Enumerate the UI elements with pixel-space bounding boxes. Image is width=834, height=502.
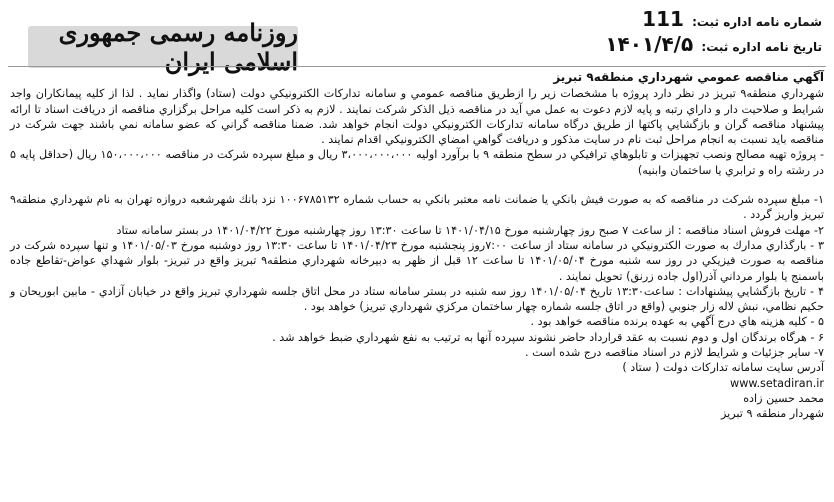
- website-line: [10, 376, 824, 391]
- newspaper-title-banner: [28, 18, 298, 76]
- header-divider: [8, 66, 826, 67]
- registration-number-label: شماره نامه اداره ثبت:: [692, 15, 822, 29]
- notice-intro: شهرداري منطقه۹ تبريز در نظر دارد پروژه با مشخصات زير را ازطريق مناقصه عمومي و سامانه تداركات الكترونيكي دولت (ستاد) واگذار نمايد . لذا از كليه پيمانكاران واجد شرايط و صلاحيت دار و داراي رتبه و پايه لازم دعوت به عمل مي آيد در مناقصه ذيل الذكر شركت نمايند . لازم به ذكر است كليه مراحل برگزاري مناقصه از دريافت اسناد تا ارائه پيشنهاد مناقصه گران و بازگشايي پاكتها از طريق درگاه سامانه تداركات الكترونيكي دولت انجام خواهد شد. ضمنا مناقصه گراني كه عضو سامانه نمي باشند جهت شركت در مناقصه بايد نسبت به انجام مراحل ثبت نام در سايت مذكور و دريافت گواهي امضاي الكترونيكي اقدام نمايند .: [10, 87, 824, 147]
- registration-date-label: تاریخ نامه اداره ثبت:: [701, 40, 822, 54]
- notice-item-3: ۳ - بارگذاري مدارك به صورت الكترونيكي در سامانه ستاد از ساعت ۷:۰۰روز پنجشنبه مورخ ۱۴۰۱/۰۴/۲۳ تا ساعت ۱۳:۳۰ روز دوشنبه مورخ ۱۴۰۱/۰۵/۰۳ و تنها سپرده شركت در مناقصه به صورت فيزيكي در روز سه شنبه مورخ ۱۴۰۱/۰۵/۰۴ تا ساعت ۱۲ قبل از ظهر به دبيرخانه شهرداري منطقه۹ تبريز واقع در تبريز- بلوار شهداي عواض-تقاطع جاده باسمنج يا بلوار مرداني آذر(اول جاده زرنق) تحويل نمايند .: [10, 238, 825, 283]
- notice-item-7: ۷- ساير جزئيات و شرايط لازم در اسناد مناقصه درج شده است .: [524, 346, 824, 360]
- notice-item-4: ۴ - تاريخ بازگشايي پيشنهادات : ساعت۱۳:۳۰ تاريخ ۱۴۰۱/۰۵/۰۴ روز سه شنبه در بستر سامانه ستاد در محل اتاق جلسه شهرداري تبريز واقع در خيابان آزادي - مابين ابوريحان و حكيم نظامي، نبش لاله زار جنوبي (واقع در اتاق جلسه شماره چهار ساختمان مركزي شهرداري تبريز) خواهد بود .: [10, 284, 825, 314]
- paragraph-gap: [10, 178, 824, 192]
- registration-date: ۱۴۰۱/۴/۵: [605, 32, 694, 56]
- registration-number: 111: [642, 7, 684, 31]
- notice-project: - پروژه تهيه مصالح ونصب تجهيزات و تابلوهاي ترافيكي در سطح منطقه ۹ با برآورد اوليه ۳،۰۰۰،۰۰۰،۰۰۰ ريال و مبلغ سپرده شركت در مناقصه ۱۵۰،۰۰۰،۰۰۰ ريال (حداقل پايه ۵ در رشته راه و ترابري يا ساختمان وابنيه): [10, 148, 825, 177]
- notice-body: [10, 70, 824, 498]
- notice-item-6: ۶ - هرگاه برندگان اول و دوم نسبت به عقد قرارداد حاضر نشوند سپرده آنها به ترتيب به نفع شهرداري ضبط خواهد شد .: [272, 330, 824, 344]
- registration-number-row: [605, 8, 822, 33]
- signer-title: شهردار منطقه ۹ تبريز: [720, 407, 824, 421]
- address-label: آدرس سايت سامانه تداركات دولت ( ستاد ): [622, 361, 824, 375]
- registration-meta: [605, 8, 822, 58]
- website-link[interactable]: www.setadiran.ir: [730, 376, 824, 390]
- notice-title: آگهي مناقصه عمومي شهرداري منطقه۹ تبريز: [553, 70, 824, 84]
- registration-date-row: [605, 33, 822, 58]
- signer-name: محمد حسين زاده: [743, 391, 824, 405]
- newspaper-header: [8, 6, 826, 76]
- notice-item-1: ۱- مبلغ سپرده شركت در مناقصه كه به صورت فيش بانكي يا ضمانت نامه معتبر بانكي به حساب شماره ۱۰۰۶۷۸۵۱۳۲ نزد بانك شهرشعبه دروازه تهران به نام شهرداري منطقه۹ تبريز واريز گردد .: [10, 193, 824, 222]
- notice-item-5: ۵ - كليه هزينه هاي درج آگهي به عهده برنده مناقصه خواهد بود .: [530, 315, 824, 329]
- notice-item-2: ۲- مهلت فروش اسناد مناقصه : از ساعت ۷ صبح روز چهارشنبه مورخ ۱۴۰۱/۰۴/۱۵ تا ساعت ۱۳:۳۰ روز چهارشنبه مورخ ۱۴۰۱/۰۴/۲۲ در بستر سامانه ستاد: [116, 223, 824, 237]
- newspaper-title: روزنامه رسمی جمهوری اسلامی ایران: [58, 18, 298, 76]
